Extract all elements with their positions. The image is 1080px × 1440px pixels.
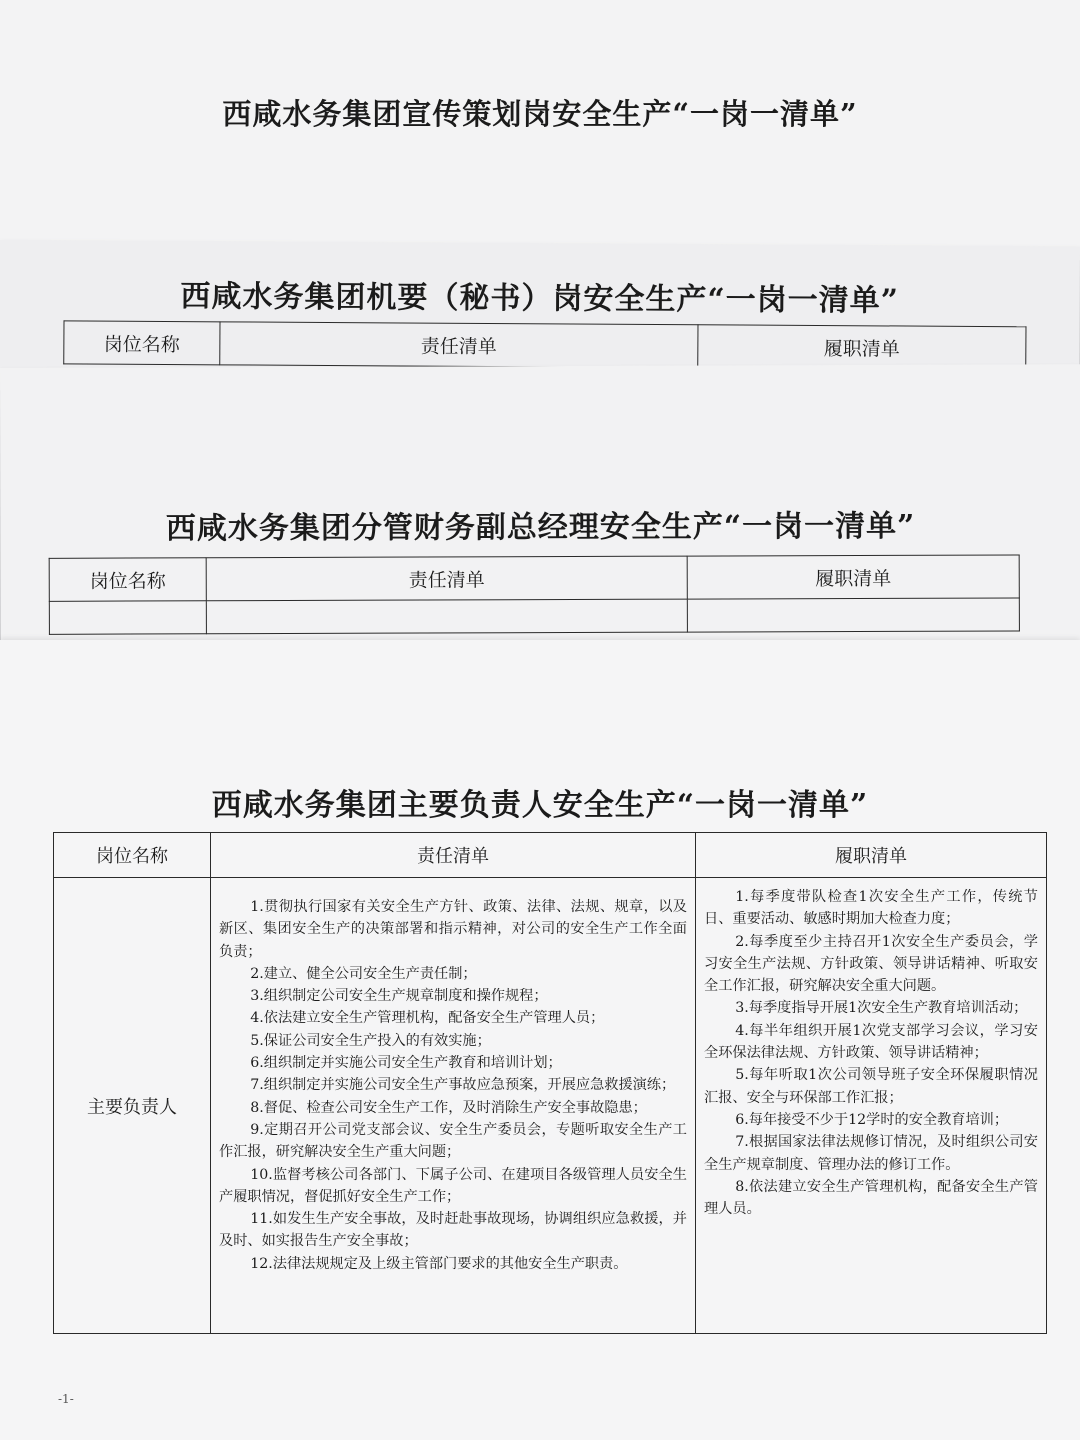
duty-list — [696, 878, 1047, 1334]
document-title: 西咸水务集团宣传策划岗安全生产“一岗一清单” — [222, 97, 858, 131]
empty-cell — [49, 601, 206, 635]
document-sheet-propaganda — [0, 0, 1080, 260]
responsibility-item: 7.组织制定并实施公司安全生产事故应急预案，开展应急救援演练； — [250, 1077, 676, 1094]
duty-item: 8.依法建立安全生产管理机构，配备安全生产管理人员。 — [704, 1178, 1038, 1218]
duty-item: 5.每年听取1次公司领导班子安全环保履职情况汇报、安全与环保部工作汇报； — [704, 1067, 1038, 1106]
responsibility-item: 9.定期召开公司党支部会议、安全生产委员会，专题听取安全生产工作汇报，研究解决安全生产重大问题； — [219, 1121, 687, 1161]
column-header-duty: 履职清单 — [698, 325, 1026, 370]
duty-table-header — [49, 554, 1020, 634]
column-header-responsibility: 责任清单 — [206, 556, 687, 601]
duty-table-header — [63, 320, 1026, 370]
column-header-role: 岗位名称 — [49, 558, 206, 602]
column-header-responsibility: 责任清单 — [211, 833, 696, 878]
column-header-responsibility: 责任清单 — [220, 322, 698, 368]
document-sheet-principal — [0, 640, 1080, 1440]
document-title: 西咸水务集团机要（秘书）岗安全生产“一岗一清单” — [180, 279, 900, 319]
duty-item: 7.根据国家法律法规修订情况，及时组织公司安全生产规章制度、管理办法的修订工作。 — [704, 1134, 1038, 1173]
responsibility-item: 12.法律法规规定及上级主管部门要求的其他安全生产职责。 — [250, 1255, 628, 1272]
document-sheet-finance-vp — [0, 364, 1080, 658]
duty-item: 4.每半年组织开展1次党支部学习会议，学习安全环保法律法规、方针政策、领导讲话精神； — [704, 1022, 1038, 1062]
empty-cell — [687, 598, 1019, 632]
responsibility-item: 10.监督考核公司各部门、下属子公司、在建项目各级管理人员安全生产履职情况，督促抓好安全生产工作； — [219, 1166, 687, 1205]
responsibility-item: 5.保证公司安全生产投入的有效实施； — [250, 1032, 491, 1049]
responsibility-item: 8.督促、检查公司安全生产工作，及时消除生产安全事故隐患； — [250, 1099, 647, 1116]
column-header-role: 岗位名称 — [54, 833, 211, 878]
column-header-role: 岗位名称 — [64, 321, 220, 365]
responsibility-item: 11.如发生生产安全事故，及时赶赴事故现场，协调组织应急救援，并及时、如实报告生产安全事故； — [219, 1211, 687, 1250]
column-header-duty: 履职清单 — [687, 555, 1019, 599]
responsibility-item: 3.组织制定公司安全生产规章制度和操作规程； — [250, 988, 548, 1005]
duty-item: 2.每季度至少主持召开1次安全生产委员会，学习安全生产法规、方针政策、领导讲话精神、听取安全工作汇报，研究解决安全重大问题。 — [704, 933, 1038, 995]
duty-item: 3.每季度指导开展1次安全生产教育培训活动； — [735, 1000, 1028, 1017]
responsibility-item: 2.建立、健全公司安全生产责任制； — [250, 965, 477, 982]
role-cell: 主要负责人 — [54, 878, 211, 1334]
duty-item: 1.每季度带队检查1次安全生产工作，传统节日、重要活动、敏感时期加大检查力度； — [704, 889, 1038, 928]
empty-cell — [206, 599, 687, 634]
duty-item: 6.每年接受不少于12学时的安全教育培训； — [735, 1111, 1009, 1128]
responsibility-list — [211, 878, 696, 1334]
responsibility-item: 1.贯彻执行国家有关安全生产方针、政策、法律、法规、规章，以及新区、集团安全生产的决策部署和指示精神，对公司的安全生产工作全面负责； — [219, 899, 687, 960]
document-title: 西咸水务集团主要负责人安全生产“一岗一清单” — [211, 788, 869, 823]
document-title: 西咸水务集团分管财务副总经理安全生产“一岗一清单” — [165, 508, 916, 547]
duty-table — [53, 832, 1047, 1334]
responsibility-item: 6.组织制定并实施公司安全生产教育和培训计划； — [250, 1055, 562, 1072]
column-header-duty: 履职清单 — [696, 833, 1047, 878]
responsibility-item: 4.依法建立安全生产管理机构，配备安全生产管理人员； — [250, 1010, 605, 1027]
page-number: -1- — [58, 1392, 74, 1406]
